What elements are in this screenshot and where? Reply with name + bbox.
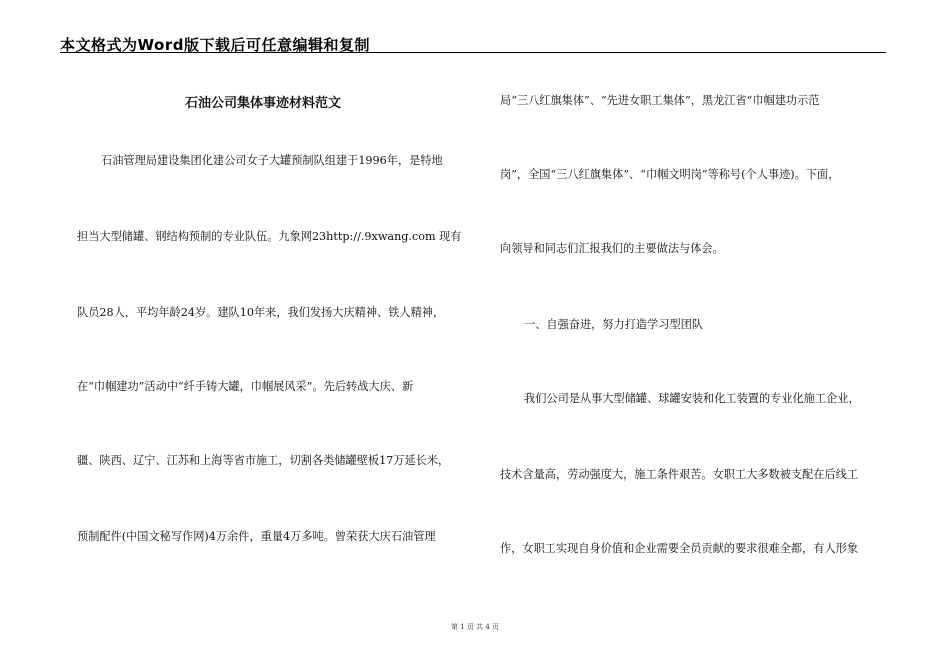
paragraph-line: 技术含量高，劳动强度大，施工条件艰苦。女职工大多数被支配在后线工 (500, 468, 859, 481)
paragraph-line: 队员28人，平均年龄24岁。建队10年来，我们发扬大庆精神、铁人精神， (77, 306, 445, 319)
paragraph-line: 石油管理局建设集团化建公司女子大罐预制队组建于1996年，是特地 (101, 154, 443, 167)
paragraph-line: 疆、陕西、辽宁、江苏和上海等省市施工，切割各类储罐壁板17万延长米， (77, 454, 450, 467)
paragraph-line: 预制配件(中国文秘写作网)4万余件，重量4万多吨。曾荣获大庆石油管理 (77, 530, 436, 543)
paragraph-line: 局“三八红旗集体”、“先进女职工集体”，黑龙江省“巾帼建功示范 (500, 94, 820, 107)
paragraph-line: 作，女职工实现自身价值和企业需要全员贡献的要求很难全都，有人形象 (500, 542, 859, 555)
section-heading: 一、自强奋进，努力打造学习型团队 (524, 318, 704, 331)
paragraph-line: 我们公司是从事大型储罐、球罐安装和化工装置的专业化施工企业， (524, 392, 860, 405)
page-number: 第 1 页 共 4 页 (450, 623, 500, 631)
paragraph-line: 岗”，全国“三八红旗集体”、“巾帼文明岗”等称号(个人事迹)。下面， (500, 168, 840, 181)
document-banner: 本文格式为Word版下载后可任意编辑和复制 (60, 36, 370, 54)
paragraph-line: 担当大型储罐、钢结构预制的专业队伍。九象网23http://.9xwang.com 现有 (77, 230, 462, 243)
paragraph-line: 向领导和同志们汇报我们的主要做法与体会。 (500, 242, 724, 255)
paragraph-line: 在“巾帼建功”活动中“纤手铸大罐，巾帼展风采”。先后转战大庆、新 (77, 380, 414, 393)
header-divider (60, 52, 886, 53)
document-title: 石油公司集体事迹材料范文 (184, 96, 341, 111)
